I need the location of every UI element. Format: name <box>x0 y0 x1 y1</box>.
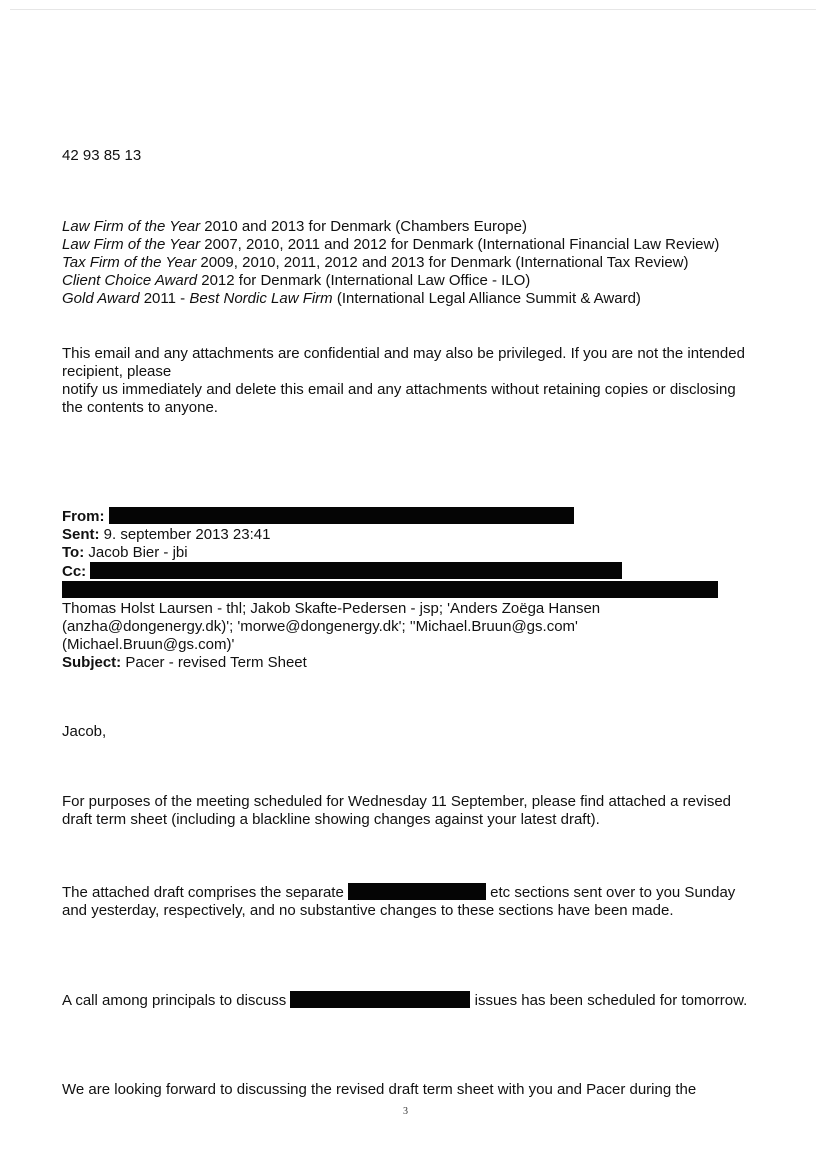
paragraph-closing: We are looking forward to discussing the revised draft term sheet with you and Pacer during the <box>62 1081 697 1098</box>
redaction-box <box>90 562 622 579</box>
confidentiality-disclaimer: This email and any attachments are confidential and may also be privileged. If you are not the intended recipient, please notify us immediately and delete this email and any attachments without retaining copies or disclosing the contents to anyone. <box>62 345 745 416</box>
page-number: 3 <box>403 1106 408 1117</box>
sent-line: Sent: 9. september 2013 23:41 <box>62 526 271 543</box>
paragraph-call: A call among principals to discuss issues has been scheduled for tomorrow. <box>62 992 748 1009</box>
award-line: Gold Award 2011 - Best Nordic Law Firm (International Legal Alliance Summit & Award) <box>62 290 641 307</box>
redaction-box <box>62 581 718 598</box>
award-line: Tax Firm of the Year 2009, 2010, 2011, 2012 and 2013 for Denmark (International Tax Review) <box>62 254 689 271</box>
from-line: From: <box>62 507 742 526</box>
award-line: Law Firm of the Year 2007, 2010, 2011 and 2012 for Denmark (International Financial Law Review) <box>62 236 720 253</box>
redaction-box <box>348 883 486 900</box>
cc-redaction-line <box>62 581 742 600</box>
paragraph-meeting: For purposes of the meeting scheduled for Wednesday 11 September, please find attached a revised draft term sheet (including a blackline showing changes against your latest draft). <box>62 793 732 828</box>
subject-line: Subject: Pacer - revised Term Sheet <box>62 654 307 671</box>
redaction-box <box>109 507 574 524</box>
redaction-box <box>290 991 470 1008</box>
cc-line: Cc: <box>62 562 742 581</box>
phone-number: 42 93 85 13 <box>62 147 142 164</box>
award-line: Law Firm of the Year 2010 and 2013 for Denmark (Chambers Europe) <box>62 218 527 235</box>
to-line: To: Jacob Bier - jbi <box>62 544 188 561</box>
awards-list <box>62 218 752 308</box>
greeting: Jacob, <box>62 723 107 740</box>
cc-recipients: Thomas Holst Laursen - thl; Jakob Skafte-Pedersen - jsp; 'Anders Zoëga Hansen (anzha@dongenergy.dk)'; 'morwe@dongenergy.dk'; ''Michael.Bruun@gs.com' (Michael.Bruun@gs.com)' <box>62 600 601 653</box>
award-line: Client Choice Award 2012 for Denmark (International Law Office - ILO) <box>62 272 531 289</box>
paragraph-draft: The attached draft comprises the separate etc sections sent over to you Sunday and yesterday, respectively, and no substantive changes to these sections have been made. <box>62 884 736 919</box>
email-header <box>62 507 742 672</box>
scan-edge-line <box>10 9 816 10</box>
